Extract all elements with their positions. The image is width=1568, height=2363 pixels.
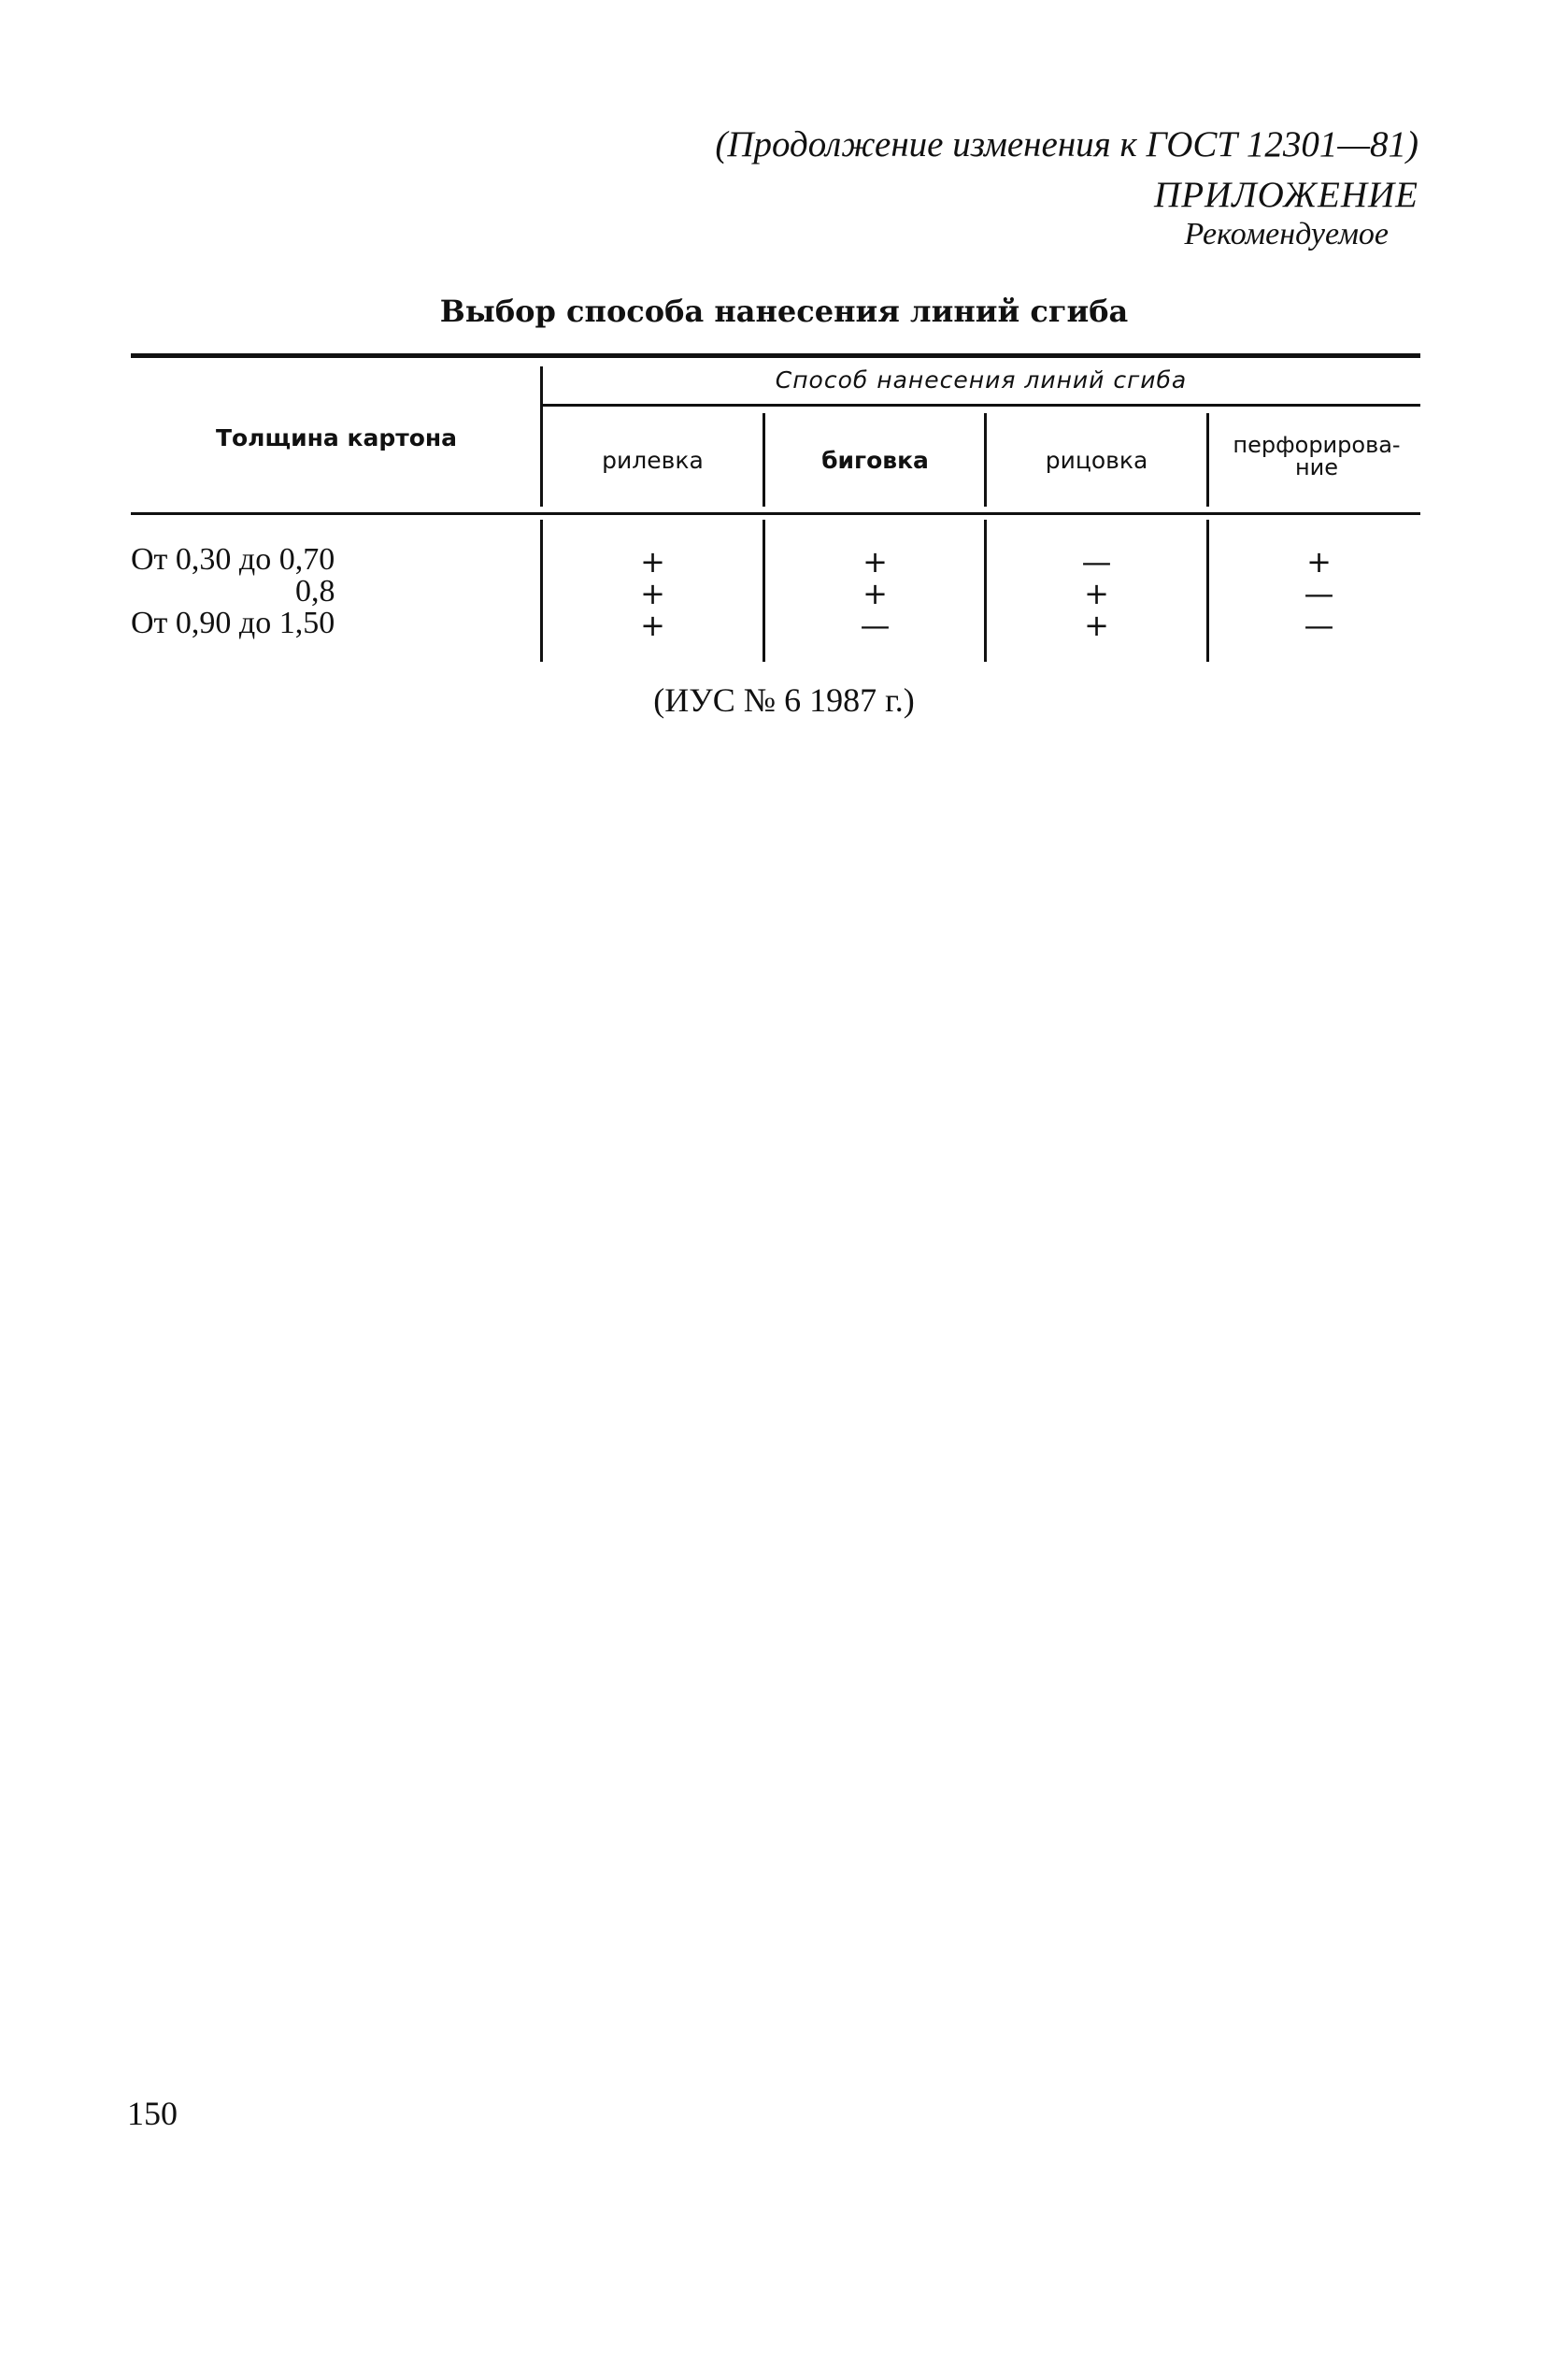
header-method-creasing: биговка bbox=[821, 447, 929, 474]
table-cell: — bbox=[1304, 576, 1334, 611]
table-cell: + bbox=[1084, 608, 1109, 643]
row-label: От 0,30 до 0,70 bbox=[131, 542, 335, 577]
table-top-rule bbox=[131, 353, 1420, 358]
continuation-header: (Продолжение изменения к ГОСТ 12301—81) bbox=[715, 124, 1418, 165]
table-cell: — bbox=[860, 608, 891, 643]
table-subheader-rule bbox=[542, 404, 1420, 407]
table-cell: + bbox=[1084, 576, 1109, 611]
page-number: 150 bbox=[127, 2095, 178, 2132]
table-cell: + bbox=[862, 544, 888, 580]
table-header-rule bbox=[131, 512, 1420, 515]
table-cell: — bbox=[1081, 544, 1112, 580]
row-label: От 0,90 до 1,50 bbox=[131, 606, 335, 640]
header-method-perforation: перфорирова- ние bbox=[1233, 432, 1401, 480]
table-cell: + bbox=[640, 576, 665, 611]
table-cell: + bbox=[862, 576, 888, 611]
appendix-heading: ПРИЛОЖЕНИЕ bbox=[1154, 175, 1418, 215]
fold-line-method-table bbox=[131, 353, 1420, 671]
table-cell: + bbox=[640, 544, 665, 580]
table-cell: + bbox=[1306, 544, 1332, 580]
header-thickness: Толщина картона bbox=[215, 424, 458, 451]
table-cell: + bbox=[640, 608, 665, 643]
table-cell: — bbox=[1304, 608, 1334, 643]
header-method-group: Способ нанесения линий сгиба bbox=[775, 366, 1188, 394]
header-method-cutting: рицовка bbox=[1045, 447, 1148, 474]
row-label: 0,8 bbox=[295, 574, 335, 609]
table-title: Выбор способа нанесения линий сгиба bbox=[439, 294, 1129, 329]
recommended-label: Рекомендуемое bbox=[1184, 217, 1389, 251]
source-note: (ИУС № 6 1987 г.) bbox=[653, 681, 915, 719]
header-method-scoring: рилевка bbox=[602, 447, 704, 474]
